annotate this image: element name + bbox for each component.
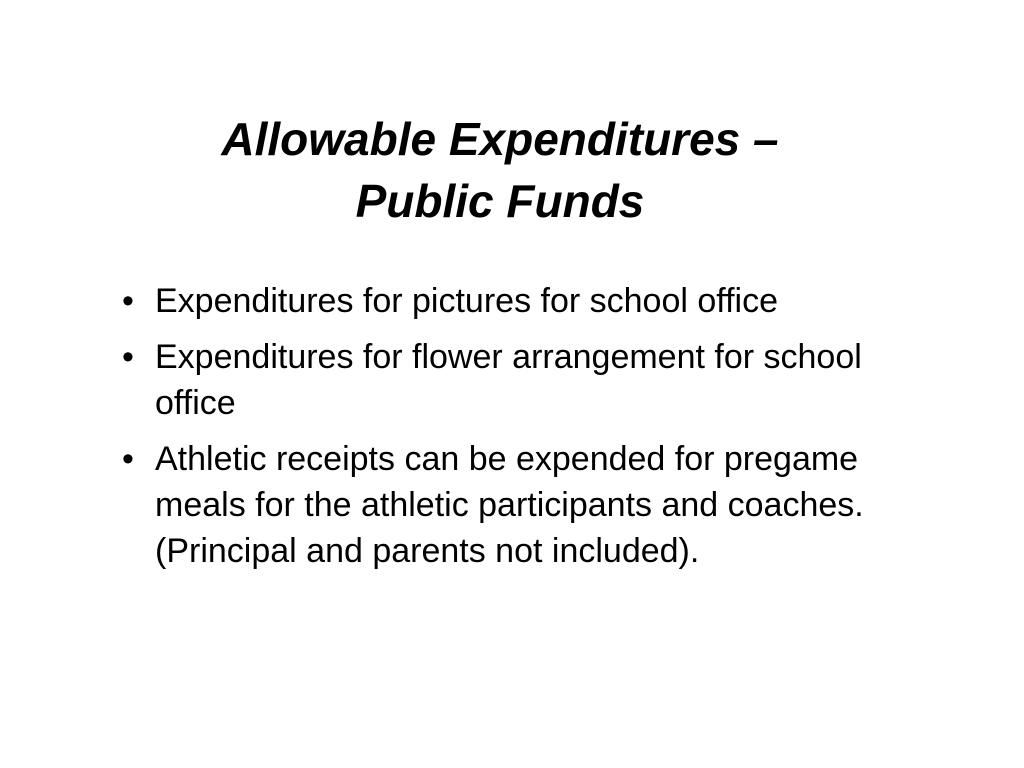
bullet-text: Expenditures for pictures for school office: [155, 282, 779, 320]
bullet-item-flowers: [118, 334, 888, 426]
slide-title-line-2: Public Funds: [355, 175, 645, 227]
slide-title-line-1: Allowable Expenditures –: [221, 113, 779, 165]
bullet-dot-icon: •: [122, 282, 134, 320]
bullet-dot-icon: •: [122, 338, 134, 376]
bullet-item-pictures: [118, 278, 888, 324]
bullet-list: [118, 278, 888, 584]
bullet-text: Athletic receipts can be expended for pregame meals for the athletic participants and coaches. (Principal and parents not included).: [155, 440, 864, 570]
bullet-item-athletic: [118, 436, 888, 574]
bullet-dot-icon: •: [122, 440, 134, 478]
slide-title: [0, 108, 1000, 232]
bullet-text: Expenditures for flower arrangement for school office: [155, 338, 862, 422]
